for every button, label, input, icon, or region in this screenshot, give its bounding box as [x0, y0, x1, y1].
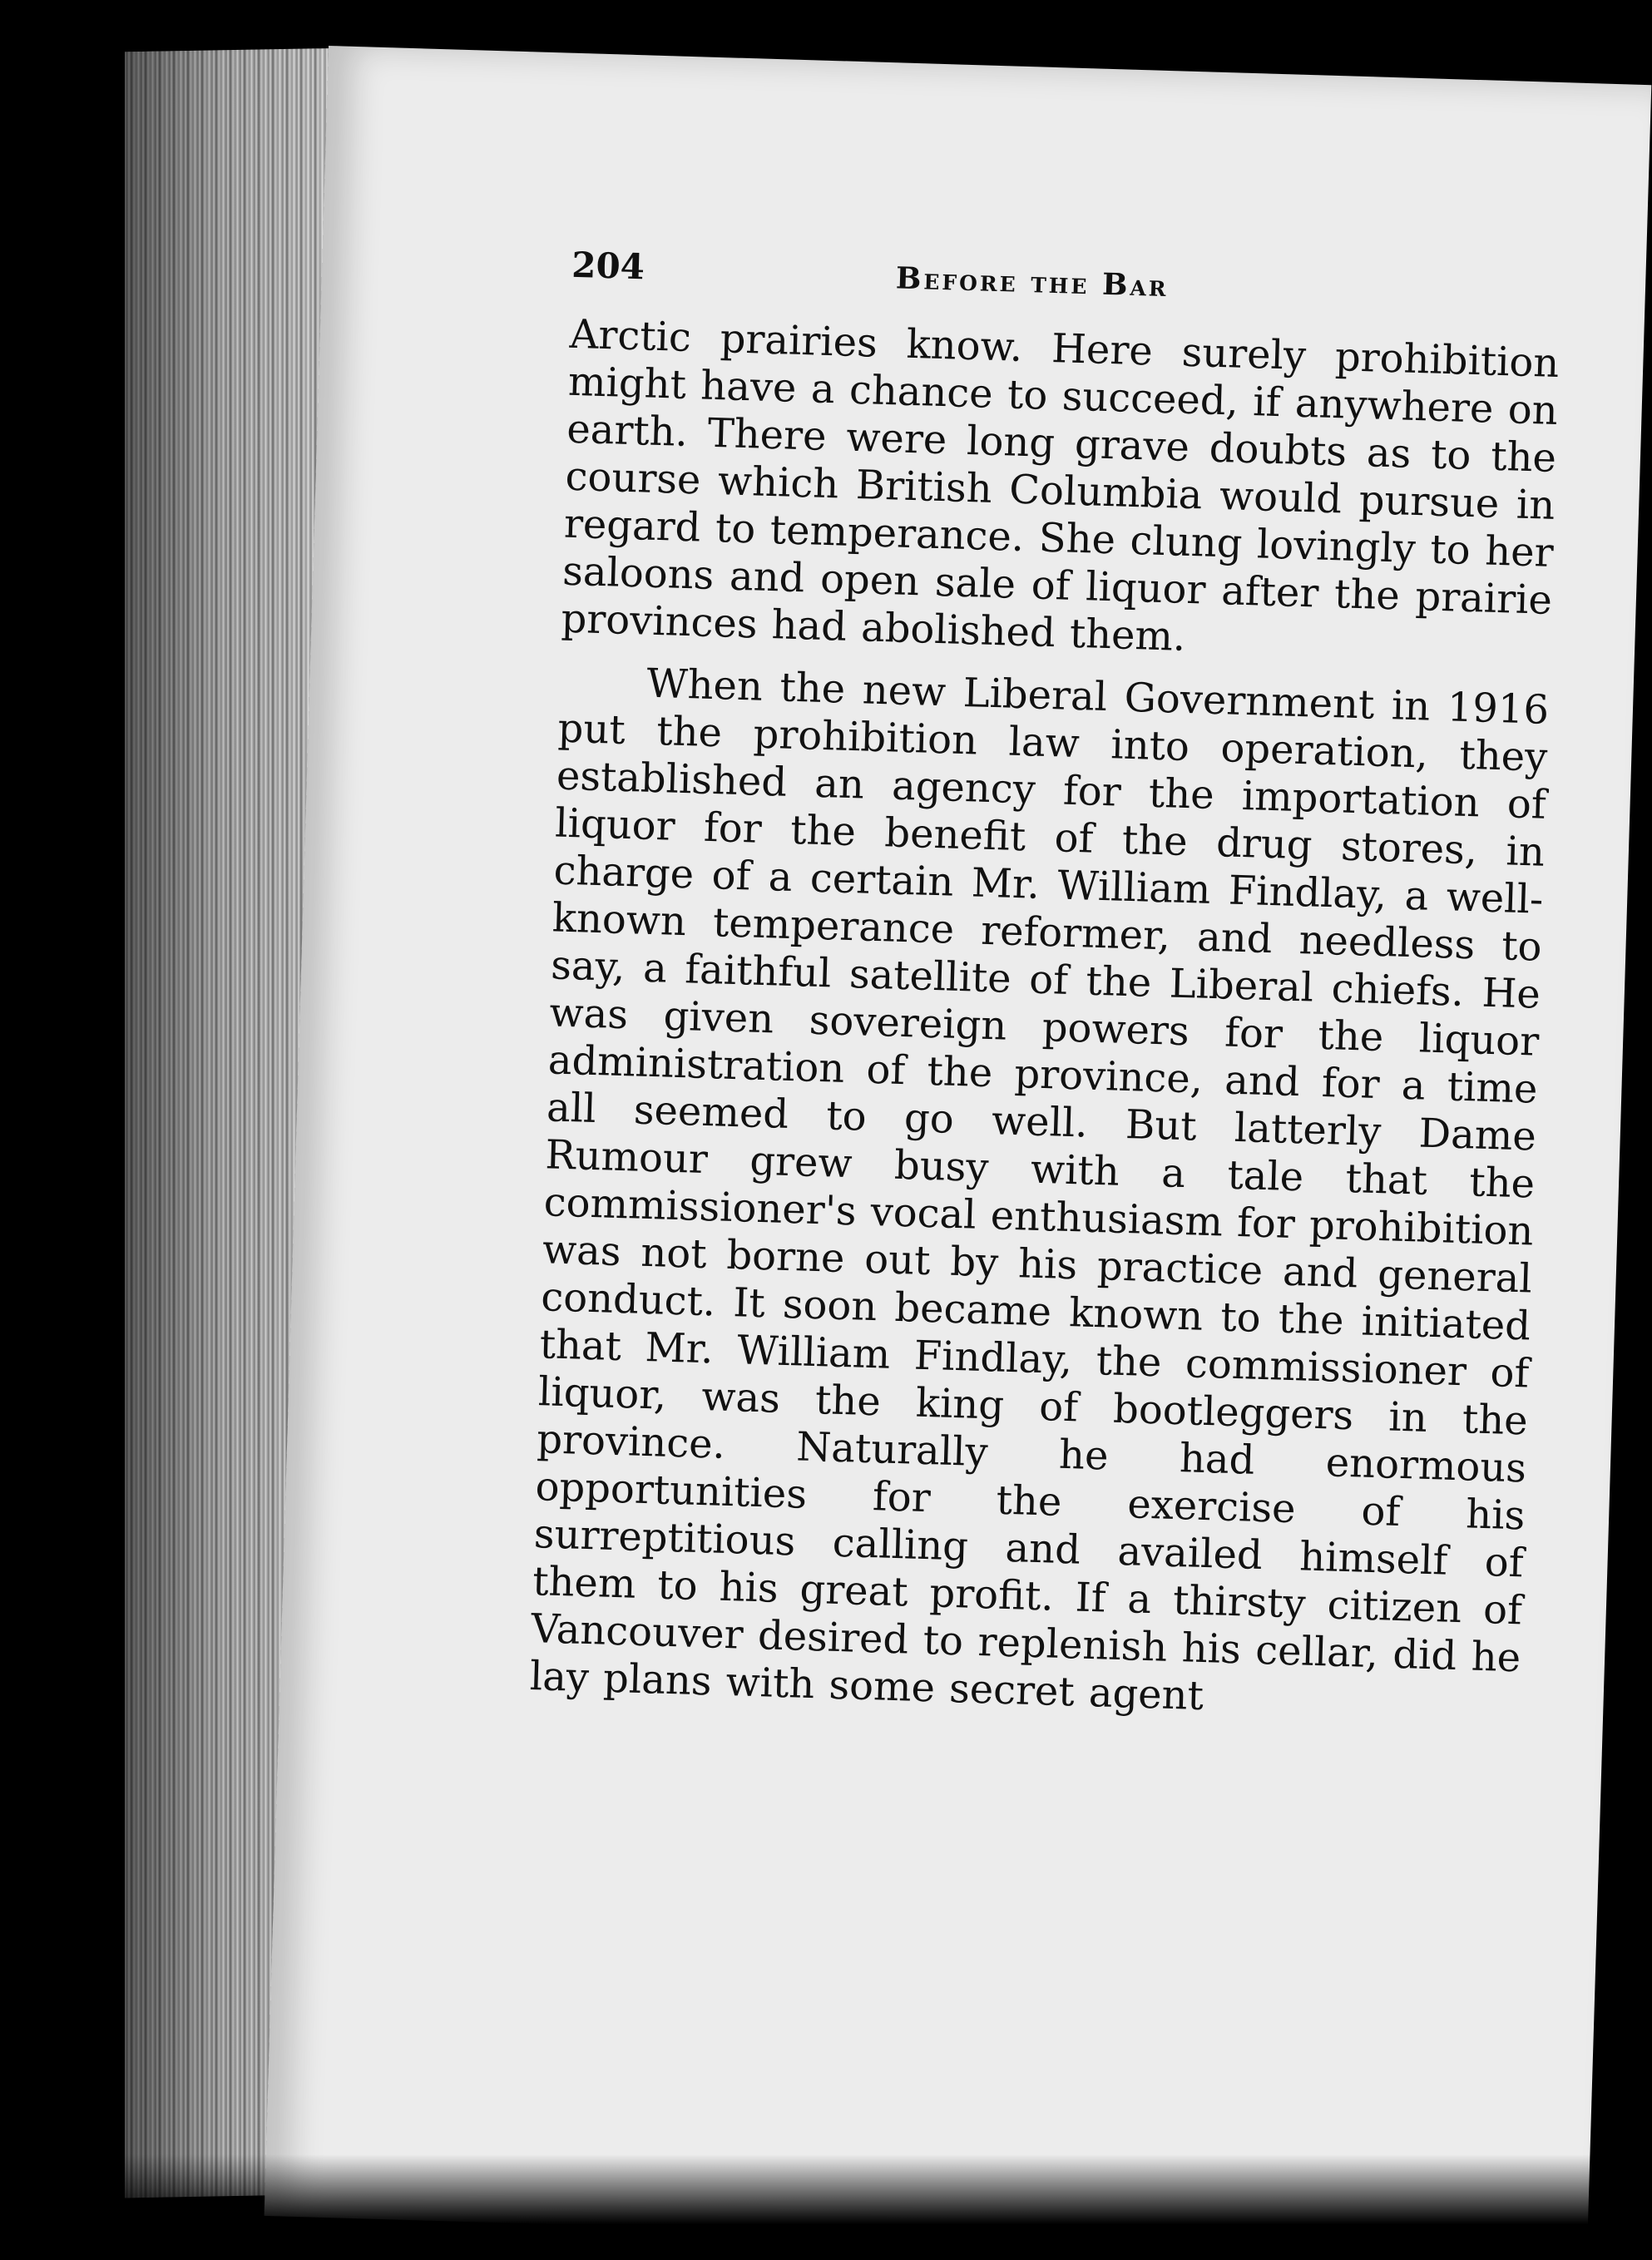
page-content	[529, 245, 1562, 1745]
binding-shadow	[125, 2154, 1652, 2260]
page-number: 204	[571, 244, 645, 288]
book-page	[265, 46, 1652, 2255]
body-paragraph-1: Arctic prairies know. Here surely prohibition might have a chance to succeed, if anywhere on earth. There were long grave doubts as to the course which British Columbia would pursue in regard to temperance. She clung lovingly to her saloons and open sale of liquor after the prairie provinces had abolished them.	[560, 310, 1560, 660]
book-title: Before the Bar	[895, 260, 1170, 304]
body-paragraph-2: When the new Liberal Government in 1916 put the prohibition law into operation, they established an agency for the importation of liquor for the benefit of the drug stores, in charge of a certain Mr. William Findlay, a well-known temperance reformer, and needless to say, a faithful satellite of the Liberal chiefs. He was given sovereign powers for the liquor administration of the province, and for a time all seemed to go well. But latterly Dame Rumour grew busy with a tale that the commissioner's vocal enthusiasm for prohibition was not borne out by his practice and general conduct. It soon became known to the initiated that Mr. William Findlay, the commissioner of liquor, was the king of bootleggers in the province. Naturally he had enormous opportunities for the exercise of his surreptitious calling and availed himself of them to his great profit. If a thirsty citizen of Vancouver desired to replenish his cellar, did he lay plans with some secret agent	[529, 660, 1550, 1720]
